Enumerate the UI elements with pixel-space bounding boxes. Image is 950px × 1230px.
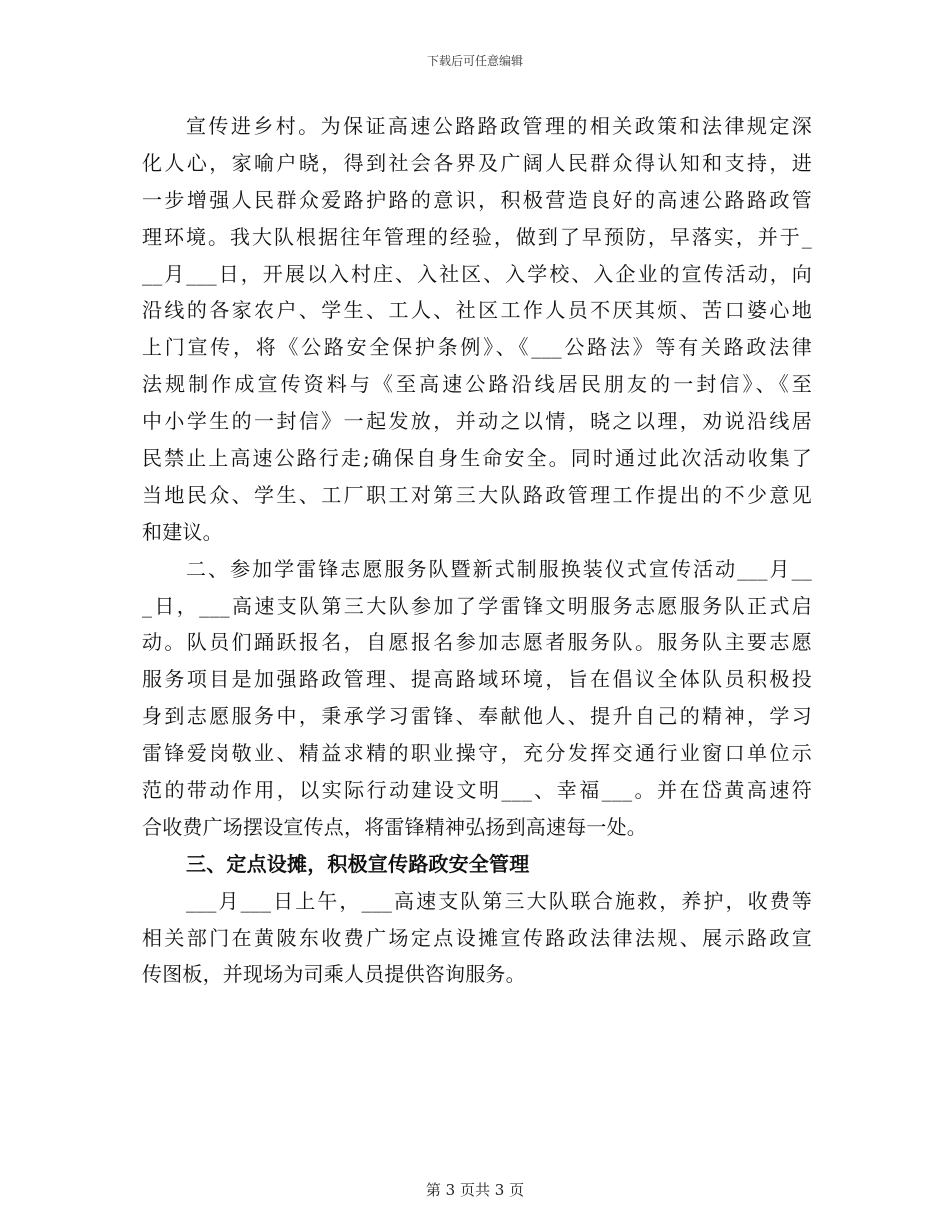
text-line: 上门宣传，将《公路安全保护条例》、《___公路法》等有关路政法律 bbox=[142, 335, 812, 360]
text-line: 民禁止上高速公路行走;确保自身生命安全。同时通过此次活动收集了 bbox=[142, 446, 812, 471]
text-line: 身到志愿服务中，秉承学习雷锋、奉献他人、提升自己的精神，学习 bbox=[142, 704, 812, 729]
text-line: 理环境。我大队根据往年管理的经验，做到了早预防，早落实，并于_ bbox=[142, 224, 812, 249]
paragraph bbox=[142, 883, 812, 994]
text-line: 中小学生的一封信》一起发放，并动之以情，晓之以理，劝说沿线居 bbox=[142, 409, 812, 434]
text-line: 相关部门在黄陂东收费广场定点设摊宣传路政法律法规、展示路政宣 bbox=[142, 925, 812, 950]
paragraph bbox=[142, 108, 812, 551]
document-body bbox=[142, 108, 812, 993]
text-line: 沿线的各家农户、学生、工人、社区工作人员不厌其烦、苦口婆心地 bbox=[142, 298, 812, 323]
text-line: 雷锋爱岗敬业、精益求精的职业操守，充分发挥交通行业窗口单位示 bbox=[142, 741, 812, 766]
page-number: 第 3 页共 3 页 bbox=[425, 1181, 525, 1199]
text-line: 合收费广场摆设宣传点，将雷锋精神弘扬到高速每一处。 bbox=[142, 814, 647, 839]
section-heading: 三、定点设摊，积极宣传路政安全管理 bbox=[186, 851, 530, 876]
text-line: 动。队员们踊跃报名，自愿报名参加志愿者服务队。服务队主要志愿 bbox=[142, 630, 812, 655]
text-line: ___月___日上午，___高速支队第三大队联合施救，养护，收费等 bbox=[186, 888, 812, 913]
paragraph bbox=[142, 551, 812, 846]
text-line: 一步增强人民群众爱路护路的意识，积极营造良好的高速公路路政管 bbox=[142, 187, 812, 212]
text-line: 二、参加学雷锋志愿服务队暨新式制服换装仪式宣传活动___月__ bbox=[186, 556, 812, 581]
text-line: 和建议。 bbox=[142, 519, 223, 544]
text-line: 服务项目是加强路政管理、提高路域环境，旨在倡议全体队员积极投 bbox=[142, 667, 812, 692]
text-line: 当地民众、学生、工厂职工对第三大队路政管理工作提出的不少意见 bbox=[142, 482, 812, 507]
text-line: 传图板，并现场为司乘人员提供咨询服务。 bbox=[142, 962, 526, 987]
text-line: __月___日，开展以入村庄、入社区、入学校、入企业的宣传活动，向 bbox=[142, 261, 812, 286]
text-line: 法规制作成宣传资料与《至高速公路沿线居民朋友的一封信》、《至 bbox=[142, 372, 812, 397]
text-line: 化人心，家喻户晓，得到社会各界及广阔人民群众得认知和支持，进 bbox=[142, 150, 812, 175]
page-header: 下载后可任意编辑 bbox=[426, 54, 523, 68]
text-line: _日，___高速支队第三大队参加了学雷锋文明服务志愿服务队正式启 bbox=[142, 593, 812, 618]
text-line: 宣传进乡村。为保证高速公路路政管理的相关政策和法律规定深 bbox=[186, 114, 812, 138]
text-line: 范的带动作用，以实际行动建设文明___、幸福___。并在岱黄高速符 bbox=[142, 778, 812, 803]
